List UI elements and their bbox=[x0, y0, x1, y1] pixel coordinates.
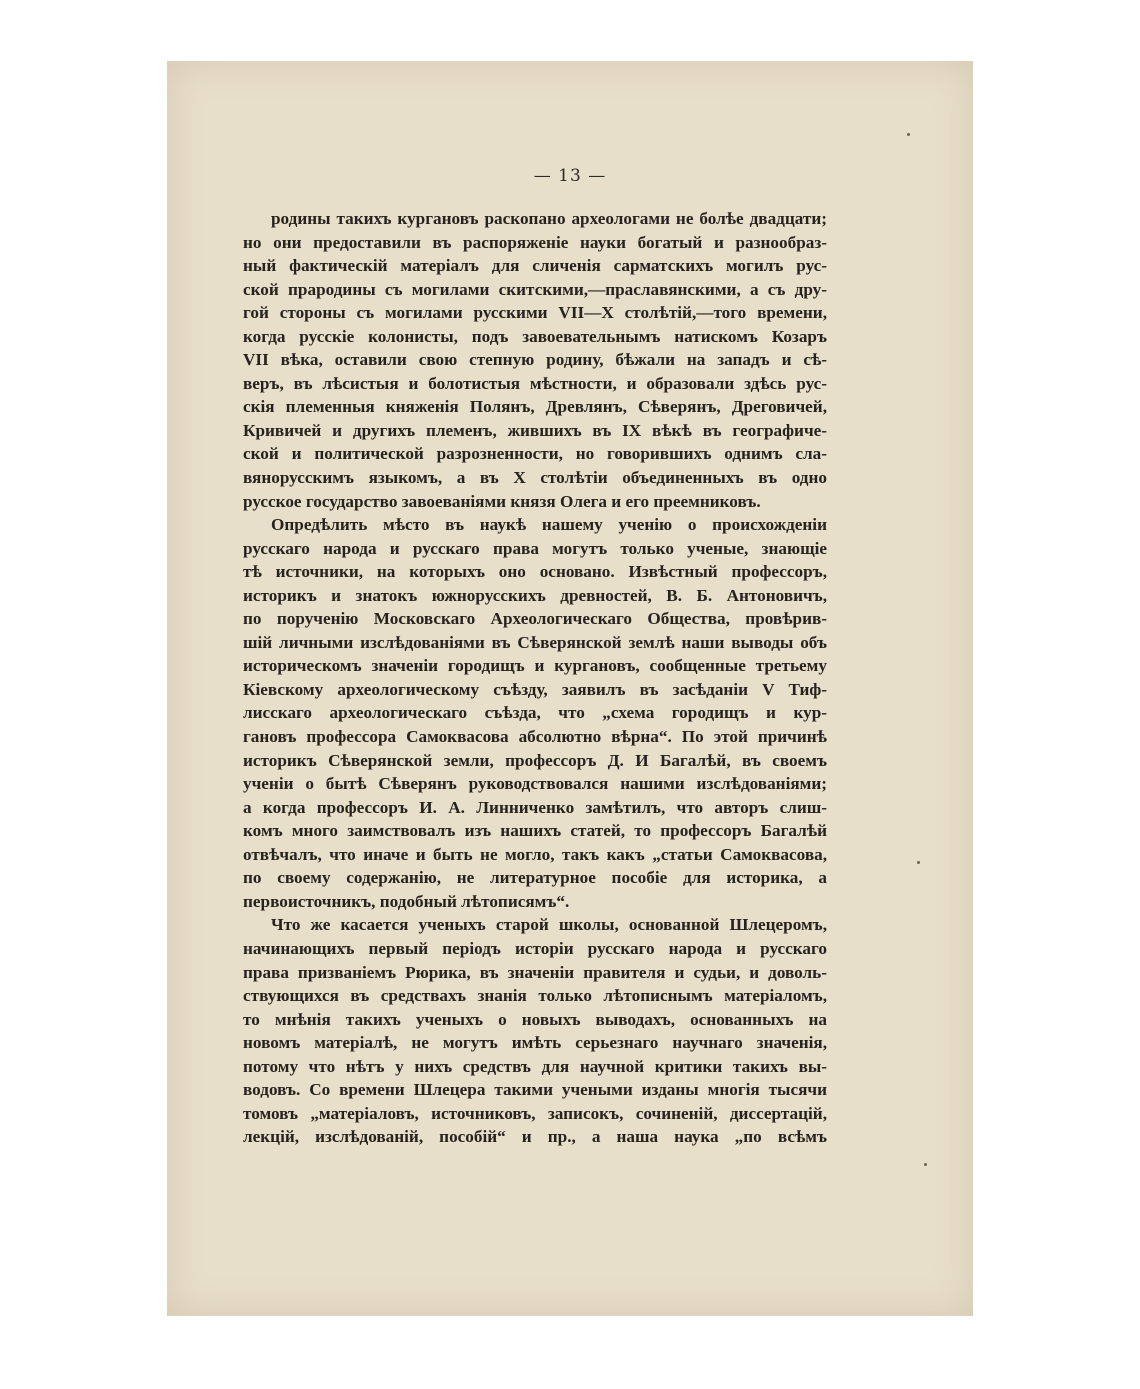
paragraph-2 bbox=[243, 513, 827, 913]
text-line: Что же касается ученыхъ старой школы, основанной Шлецеромъ, bbox=[271, 915, 827, 935]
text-line: гановъ профессора Самоквасова абсолютно вѣрна“. По этой причинѣ bbox=[243, 727, 827, 747]
text-line: веръ, въ лѣсистыя и болотистыя мѣстности, и образовали здѣсь рус- bbox=[243, 373, 827, 393]
text-line: отвѣчалъ, что иначе и быть не могло, такъ какъ „статьи Самоквасова, bbox=[243, 844, 827, 864]
paper-speck bbox=[907, 133, 910, 136]
text-line: новомъ матеріалѣ, не могутъ имѣть серьезнаго научнаго значенія, bbox=[243, 1033, 827, 1053]
text-line: ствующихся въ средствахъ знанія только лѣтописнымъ матеріаломъ, bbox=[243, 986, 827, 1006]
text-line: лисскаго археологическаго съѣзда, что „схема городищъ и кур- bbox=[243, 703, 827, 723]
text-line: шій личными изслѣдованіями въ Сѣверянской землѣ наши выводы объ bbox=[243, 632, 827, 652]
text-line: первоисточникъ, подобный лѣтописямъ“. bbox=[243, 891, 570, 911]
text-line: Опредѣлить мѣсто въ наукѣ нашему ученію о происхожденіи bbox=[271, 515, 827, 535]
text-line: потому что нѣтъ у нихъ средствъ для научной критики такихъ вы- bbox=[243, 1056, 827, 1076]
text-line: когда русскіе колонисты, подъ завоевательнымъ натискомъ Козаръ bbox=[243, 326, 827, 346]
page-number: — 13 — bbox=[533, 166, 607, 186]
body-text bbox=[243, 207, 827, 1149]
text-line: начинающихъ первый періодъ исторіи русскаго народа и русскаго bbox=[243, 938, 827, 958]
text-line: ской и политической разрозненности, но говорившихъ однимъ сла- bbox=[243, 444, 827, 464]
paper-speck bbox=[924, 1163, 927, 1166]
text-line: по своему содержанію, не литературное пособіе для историка, а bbox=[243, 868, 827, 888]
text-line: историкъ Сѣверянской земли, профессоръ Д. И Багалѣй, въ своемъ bbox=[243, 750, 827, 770]
text-line: томовъ „матеріаловъ, источниковъ, записокъ, сочиненій, диссертацій, bbox=[243, 1103, 827, 1123]
paragraph-1 bbox=[243, 207, 827, 513]
text-line: ской прародины съ могилами скитскими,—праславянскими, а съ дру- bbox=[243, 279, 827, 299]
text-line: историческомъ значеніи городищъ и кургановъ, сообщенные третьему bbox=[243, 656, 827, 676]
book-page bbox=[167, 61, 973, 1316]
text-line: русское государство завоеваніями князя Олега и его преемниковъ. bbox=[243, 491, 761, 511]
text-line: родины такихъ кургановъ раскопано археологами не болѣе двадцати; bbox=[271, 209, 827, 228]
text-line: а когда профессоръ И. А. Линниченко замѣтилъ, что авторъ слиш- bbox=[243, 797, 827, 817]
text-line: лекцій, изслѣдованій, пособій“ и пр., а наша наука „по всѣмъ bbox=[243, 1127, 827, 1147]
text-line: ный фактическій матеріалъ для сличенія сарматскихъ могилъ рус- bbox=[243, 256, 827, 276]
text-line: вянорусскимъ языкомъ, а въ X столѣтіи объединенныхъ въ одно bbox=[243, 468, 827, 488]
text-line: ученіи о бытѣ Сѣверянъ руководствовался нашими изслѣдованіями; bbox=[243, 774, 827, 794]
text-line: но они предоставили въ распоряженіе науки богатый и разнообраз- bbox=[243, 232, 827, 252]
text-line: VII вѣка, оставили свою степную родину, бѣжали на западъ и сѣ- bbox=[243, 350, 827, 370]
text-line: права призваніемъ Рюрика, въ значеніи правителя и судьи, и доволь- bbox=[243, 962, 827, 982]
text-line: гой стороны съ могилами русскими VII—X столѣтій,—того времени, bbox=[243, 303, 827, 323]
text-line: русскаго народа и русскаго права могутъ только ученые, знающіе bbox=[243, 538, 827, 558]
text-line: тѣ источники, на которыхъ оно основано. Извѣстный профессоръ, bbox=[243, 562, 827, 582]
text-line: историкъ и знатокъ южнорусскихъ древностей, В. Б. Антоновичъ, bbox=[243, 585, 827, 605]
text-line: комъ много заимствовалъ изъ нашихъ статей, то профессоръ Багалѣй bbox=[243, 821, 827, 841]
text-line: Кіевскому археологическому съѣзду, заявилъ въ засѣданіи V Тиф- bbox=[243, 679, 827, 699]
paragraph-3 bbox=[243, 913, 827, 1148]
text-line: по порученію Московскаго Археологическаго Общества, провѣрив- bbox=[243, 609, 827, 629]
text-line: водовъ. Со времени Шлецера такими учеными изданы многія тысячи bbox=[243, 1080, 827, 1100]
text-line: скія племенныя княженія Полянъ, Древлянъ, Сѣверянъ, Дреговичей, bbox=[243, 397, 827, 417]
text-line: Кривичей и другихъ племенъ, жившихъ въ IX вѣкѣ въ географиче- bbox=[243, 420, 827, 440]
text-line: то мнѣнія такихъ ученыхъ о новыхъ выводахъ, основанныхъ на bbox=[243, 1009, 827, 1029]
paper-speck bbox=[917, 861, 920, 864]
